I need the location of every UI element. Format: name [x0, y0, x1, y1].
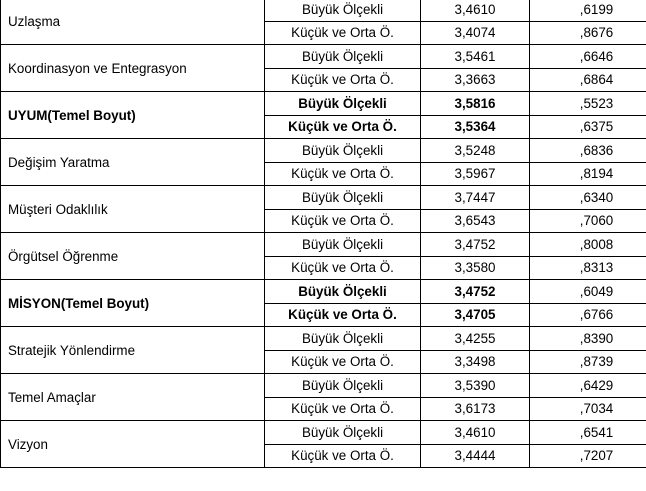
- sd-cell: ,7207: [530, 444, 646, 468]
- dimension-label: Vizyon: [1, 421, 265, 468]
- group-cell: Büyük Ölçekli: [265, 92, 421, 116]
- mean-cell: 3,4444: [421, 444, 530, 468]
- group-cell: Büyük Ölçekli: [265, 374, 421, 398]
- mean-cell: 3,6543: [421, 209, 530, 233]
- dimension-label: MİSYON(Temel Boyut): [1, 280, 265, 327]
- dimension-label: Koordinasyon ve Entegrasyon: [1, 45, 265, 92]
- group-cell: Büyük Ölçekli: [265, 186, 421, 210]
- group-cell: Küçük ve Orta Ö.: [265, 68, 421, 92]
- sd-cell: ,5523: [530, 92, 646, 116]
- group-cell: Büyük Ölçekli: [265, 280, 421, 304]
- mean-cell: 3,6173: [421, 397, 530, 421]
- group-cell: Küçük ve Orta Ö.: [265, 115, 421, 139]
- mean-cell: 3,3663: [421, 68, 530, 92]
- table-row: [1, 327, 646, 351]
- sd-cell: ,8194: [530, 162, 646, 186]
- sd-cell: ,6541: [530, 421, 646, 445]
- table-row: [1, 186, 646, 210]
- sd-cell: ,6375: [530, 115, 646, 139]
- mean-cell: 3,4752: [421, 280, 530, 304]
- sd-cell: ,6199: [530, 0, 646, 21]
- table-row: [1, 0, 646, 21]
- dimension-label: Değişim Yaratma: [1, 139, 265, 186]
- table-row: [1, 233, 646, 257]
- sd-cell: ,7034: [530, 397, 646, 421]
- mean-cell: 3,5248: [421, 139, 530, 163]
- group-cell: Küçük ve Orta Ö.: [265, 21, 421, 45]
- group-cell: Küçük ve Orta Ö.: [265, 209, 421, 233]
- mean-cell: 3,4074: [421, 21, 530, 45]
- mean-cell: 3,5364: [421, 115, 530, 139]
- group-cell: Küçük ve Orta Ö.: [265, 350, 421, 374]
- sd-cell: ,6340: [530, 186, 646, 210]
- table-row: [1, 421, 646, 445]
- group-cell: Büyük Ölçekli: [265, 139, 421, 163]
- group-cell: Büyük Ölçekli: [265, 327, 421, 351]
- group-cell: Küçük ve Orta Ö.: [265, 444, 421, 468]
- group-cell: Büyük Ölçekli: [265, 421, 421, 445]
- mean-cell: 3,4610: [421, 421, 530, 445]
- table-row: [1, 139, 646, 163]
- sd-cell: ,6646: [530, 45, 646, 69]
- sd-cell: ,8676: [530, 21, 646, 45]
- dimension-label: UYUM(Temel Boyut): [1, 92, 265, 139]
- mean-cell: 3,4255: [421, 327, 530, 351]
- sd-cell: ,6864: [530, 68, 646, 92]
- sd-cell: ,6049: [530, 280, 646, 304]
- table-body: [1, 0, 646, 468]
- sd-cell: ,6766: [530, 303, 646, 327]
- group-cell: Büyük Ölçekli: [265, 45, 421, 69]
- dimension-label: Uzlaşma: [1, 0, 265, 45]
- mean-cell: 3,4610: [421, 0, 530, 21]
- mean-cell: 3,5967: [421, 162, 530, 186]
- mean-cell: 3,3580: [421, 256, 530, 280]
- mean-cell: 3,4705: [421, 303, 530, 327]
- sd-cell: ,6429: [530, 374, 646, 398]
- group-cell: Küçük ve Orta Ö.: [265, 162, 421, 186]
- sd-cell: ,8390: [530, 327, 646, 351]
- group-cell: Büyük Ölçekli: [265, 233, 421, 257]
- mean-cell: 3,3498: [421, 350, 530, 374]
- mean-cell: 3,4752: [421, 233, 530, 257]
- mean-cell: 3,5461: [421, 45, 530, 69]
- group-cell: Büyük Ölçekli: [265, 0, 421, 21]
- dimension-label: Örgütsel Öğrenme: [1, 233, 265, 280]
- sd-cell: ,8739: [530, 350, 646, 374]
- table-row: [1, 280, 646, 304]
- group-cell: Küçük ve Orta Ö.: [265, 397, 421, 421]
- table-row: [1, 45, 646, 69]
- sd-cell: ,6836: [530, 139, 646, 163]
- dimension-label: Müşteri Odaklılık: [1, 186, 265, 233]
- table-row: [1, 92, 646, 116]
- group-cell: Küçük ve Orta Ö.: [265, 303, 421, 327]
- mean-cell: 3,5816: [421, 92, 530, 116]
- sd-cell: ,8313: [530, 256, 646, 280]
- sd-cell: ,8008: [530, 233, 646, 257]
- table-row: [1, 374, 646, 398]
- sd-cell: ,7060: [530, 209, 646, 233]
- mean-cell: 3,7447: [421, 186, 530, 210]
- dimension-label: Temel Amaçlar: [1, 374, 265, 421]
- dimension-label: Stratejik Yönlendirme: [1, 327, 265, 374]
- group-cell: Küçük ve Orta Ö.: [265, 256, 421, 280]
- mean-cell: 3,5390: [421, 374, 530, 398]
